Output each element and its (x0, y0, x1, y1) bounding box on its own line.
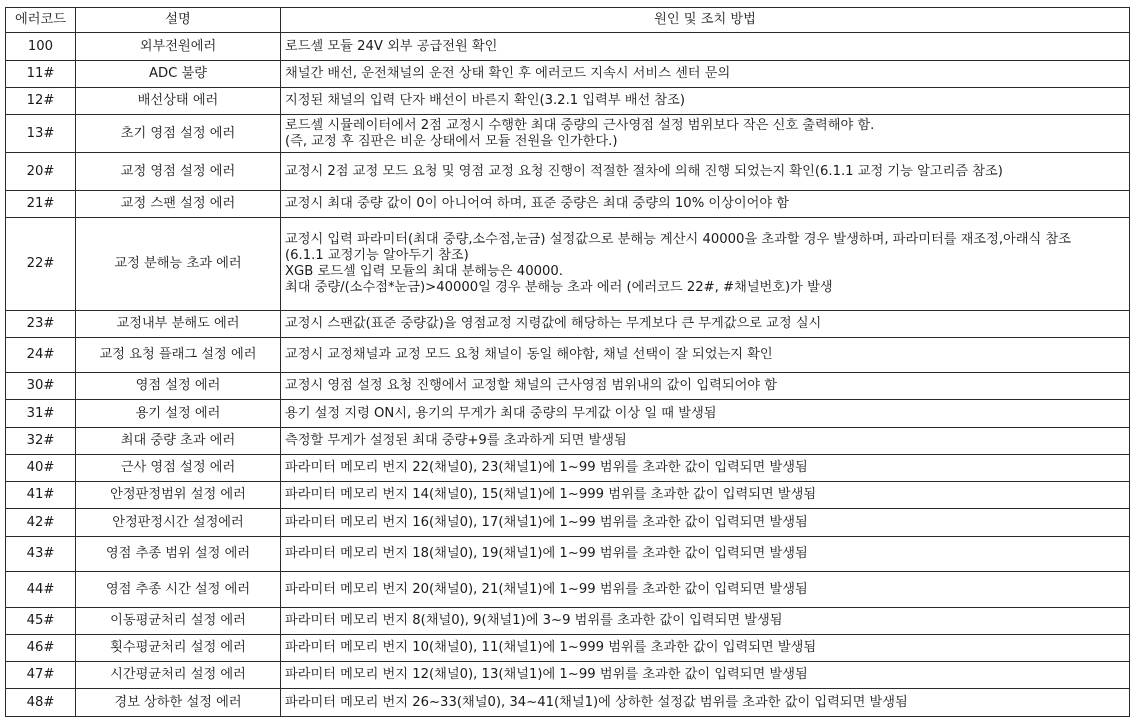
cause-action-cell (281, 482, 1130, 509)
cause-action-line: 교정시 영점 설정 요청 진행에서 교정할 채널의 근사영점 범위내의 값이 입력되어야 함 (285, 378, 777, 393)
error-code-cell: 47# (6, 662, 76, 689)
table-row (6, 373, 1130, 400)
cause-action-cell (281, 509, 1130, 537)
description-cell: 배선상태 에러 (76, 88, 281, 115)
table-row (6, 61, 1130, 88)
description-cell: 최대 중량 초과 에러 (76, 428, 281, 455)
table-row (6, 191, 1130, 218)
cause-action-cell (281, 311, 1130, 338)
cause-action-line: (6.1.1 교정기능 알아두기 참조) (285, 248, 469, 263)
error-code-cell: 43# (6, 537, 76, 572)
cause-action-cell (281, 662, 1130, 689)
table-row (6, 218, 1130, 311)
error-code-cell: 30# (6, 373, 76, 400)
table-row (6, 338, 1130, 373)
error-code-cell: 42# (6, 509, 76, 537)
cause-action-cell (281, 61, 1130, 88)
table-row (6, 88, 1130, 115)
table-row (6, 33, 1130, 61)
cause-action-line: 교정시 최대 중량 값이 0이 아니어여 하며, 표준 중량은 최대 중량의 10% 이상이어야 함 (285, 196, 790, 211)
description-cell: 안정판정시간 설정에러 (76, 509, 281, 537)
table-row (6, 153, 1130, 191)
error-code-table (5, 7, 1130, 717)
error-code-cell: 24# (6, 338, 76, 373)
cause-action-line: 파라미터 메모리 번지 14(채널0), 15(채널1)에 1~999 범위를 초과한 값이 입력되면 발생됨 (285, 487, 817, 502)
error-code-cell: 45# (6, 608, 76, 635)
table-row (6, 509, 1130, 537)
error-code-cell: 13# (6, 115, 76, 153)
cause-action-cell (281, 537, 1130, 572)
description-cell: 교정 요청 플래그 설정 에러 (76, 338, 281, 373)
cause-action-line: 지정된 채널의 입력 단자 배선이 바른지 확인(3.2.1 입력부 배선 참조) (285, 93, 686, 108)
cause-action-cell (281, 88, 1130, 115)
cause-action-cell (281, 33, 1130, 61)
description-cell: 교정 영점 설정 에러 (76, 153, 281, 191)
table-row (6, 428, 1130, 455)
error-code-cell: 21# (6, 191, 76, 218)
error-code-cell: 40# (6, 455, 76, 482)
description-cell: 근사 영점 설정 에러 (76, 455, 281, 482)
cause-action-cell (281, 689, 1130, 717)
table-row (6, 689, 1130, 717)
cause-action-line: 로드셀 모듈 24V 외부 공급전원 확인 (285, 38, 498, 54)
cause-action-line: 교정시 입력 파라미터(최대 중량,소수점,눈금) 설정값으로 분해능 계산시 40000을 초과할 경우 발생하며, 파라미터를 재조정,아래식 참조 (285, 232, 1071, 247)
cause-action-line: 파라미터 메모리 번지 10(채널0), 11(채널1)에 1~999 범위를 초과한 값이 입력되면 발생됨 (285, 640, 817, 655)
error-code-cell: 100 (6, 33, 76, 61)
header-row (6, 8, 1130, 33)
cause-action-line: 교정시 스팬값(표준 중량값)을 영점교정 지령값에 해당하는 무게보다 큰 무게값으로 교정 실시 (285, 316, 822, 331)
description-cell: 초기 영점 설정 에러 (76, 115, 281, 153)
table-row (6, 400, 1130, 428)
cause-action-line: 로드셀 시뮬레이터에서 2점 교정시 수행한 최대 중량의 근사영점 설정 범위보다 작은 신호 출력해야 함. (285, 117, 875, 133)
cause-action-cell (281, 572, 1130, 608)
cause-action-line: 측정할 무게가 설정된 최대 중량+9를 초과하게 되면 발생됨 (285, 433, 627, 448)
table-row (6, 311, 1130, 338)
table-row (6, 608, 1130, 635)
table-body (6, 33, 1130, 717)
cause-action-cell (281, 115, 1130, 153)
header-description: 설명 (76, 8, 281, 33)
description-cell: 이동평균처리 설정 에러 (76, 608, 281, 635)
error-code-cell: 44# (6, 572, 76, 608)
header-error-code: 에러코드 (6, 8, 76, 33)
cause-action-cell (281, 608, 1130, 635)
cause-action-line: 교정시 2점 교정 모드 요청 및 영점 교정 요청 진행이 적절한 절차에 의해 진행 되었는지 확인(6.1.1 교정 기능 알고리즘 참조) (285, 163, 1003, 179)
error-code-cell: 48# (6, 689, 76, 717)
error-code-cell: 12# (6, 88, 76, 115)
table-row (6, 482, 1130, 509)
description-cell: 교정 스팬 설정 에러 (76, 191, 281, 218)
error-code-cell: 20# (6, 153, 76, 191)
description-cell: 경보 상하한 설정 에러 (76, 689, 281, 717)
table-row (6, 455, 1130, 482)
cause-action-cell (281, 191, 1130, 218)
cause-action-line: 파라미터 메모리 번지 22(채널0), 23(채널1)에 1~99 범위를 초과한 값이 입력되면 발생됨 (285, 460, 808, 475)
header-cause-action: 원인 및 조치 방법 (281, 8, 1130, 33)
error-code-cell: 32# (6, 428, 76, 455)
error-code-cell: 23# (6, 311, 76, 338)
cause-action-line: 용기 설정 지령 ON시, 용기의 무게가 최대 중량의 무게값 이상 일 때 발생됨 (285, 405, 717, 421)
error-code-cell: 46# (6, 635, 76, 662)
description-cell: 안정판정범위 설정 에러 (76, 482, 281, 509)
cause-action-line: 파라미터 메모리 번지 8(채널0), 9(채널1)에 3~9 범위를 초과한 값이 입력되면 발생됨 (285, 613, 783, 628)
table-row (6, 635, 1130, 662)
cause-action-line: 파라미터 메모리 번지 18(채널0), 19(채널1)에 1~99 범위를 초과한 값이 입력되면 발생됨 (285, 546, 808, 561)
error-code-cell: 41# (6, 482, 76, 509)
description-cell: 외부전원에러 (76, 33, 281, 61)
table-row (6, 115, 1130, 153)
table-row (6, 662, 1130, 689)
cause-action-line: 파라미터 메모리 번지 12(채널0), 13(채널1)에 1~99 범위를 초과한 값이 입력되면 발생됨 (285, 667, 808, 682)
cause-action-cell (281, 400, 1130, 428)
description-cell: 교정 분해능 초과 에러 (76, 218, 281, 311)
cause-action-cell (281, 153, 1130, 191)
table-row (6, 537, 1130, 572)
cause-action-line: 파라미터 메모리 번지 16(채널0), 17(채널1)에 1~99 범위를 초과한 값이 입력되면 발생됨 (285, 514, 808, 530)
error-code-cell: 22# (6, 218, 76, 311)
table-row (6, 572, 1130, 608)
cause-action-cell (281, 338, 1130, 373)
description-cell: 교정내부 분해도 에러 (76, 311, 281, 338)
cause-action-line: 교정시 교정채널과 교정 모드 요청 채널이 동일 해야함, 채널 선택이 잘 되었는지 확인 (285, 347, 773, 362)
cause-action-cell (281, 635, 1130, 662)
error-code-cell: 11# (6, 61, 76, 88)
cause-action-line: 채널간 배선, 운전채널의 운전 상태 확인 후 에러코드 지속시 서비스 센터 문의 (285, 66, 731, 81)
cause-action-line: 파라미터 메모리 번지 26~33(채널0), 34~41(채널1)에 상하한 설정값 범위를 초과한 값이 입력되면 발생됨 (285, 694, 908, 710)
cause-action-line: XGB 로드셀 입력 모듈의 최대 분해능은 40000. (285, 264, 563, 279)
description-cell: 영점 추종 시간 설정 에러 (76, 572, 281, 608)
description-cell: 영점 추종 범위 설정 에러 (76, 537, 281, 572)
cause-action-cell (281, 373, 1130, 400)
cause-action-cell (281, 455, 1130, 482)
description-cell: 용기 설정 에러 (76, 400, 281, 428)
cause-action-cell (281, 428, 1130, 455)
description-cell: 영점 설정 에러 (76, 373, 281, 400)
cause-action-line: 파라미터 메모리 번지 20(채널0), 21(채널1)에 1~99 범위를 초과한 값이 입력되면 발생됨 (285, 581, 808, 597)
description-cell: 시간평균처리 설정 에러 (76, 662, 281, 689)
error-code-cell: 31# (6, 400, 76, 428)
description-cell: ADC 불량 (76, 61, 281, 88)
cause-action-cell (281, 218, 1130, 311)
description-cell: 횟수평균처리 설정 에러 (76, 635, 281, 662)
cause-action-line: 최대 중량/(소수점*눈금)>40000일 경우 분해능 초과 에러 (에러코드 22#, #채널번호)가 발생 (285, 280, 833, 295)
cause-action-line: (즉, 교정 후 짐판은 비운 상태에서 모듈 전원을 인가한다.) (285, 133, 618, 149)
